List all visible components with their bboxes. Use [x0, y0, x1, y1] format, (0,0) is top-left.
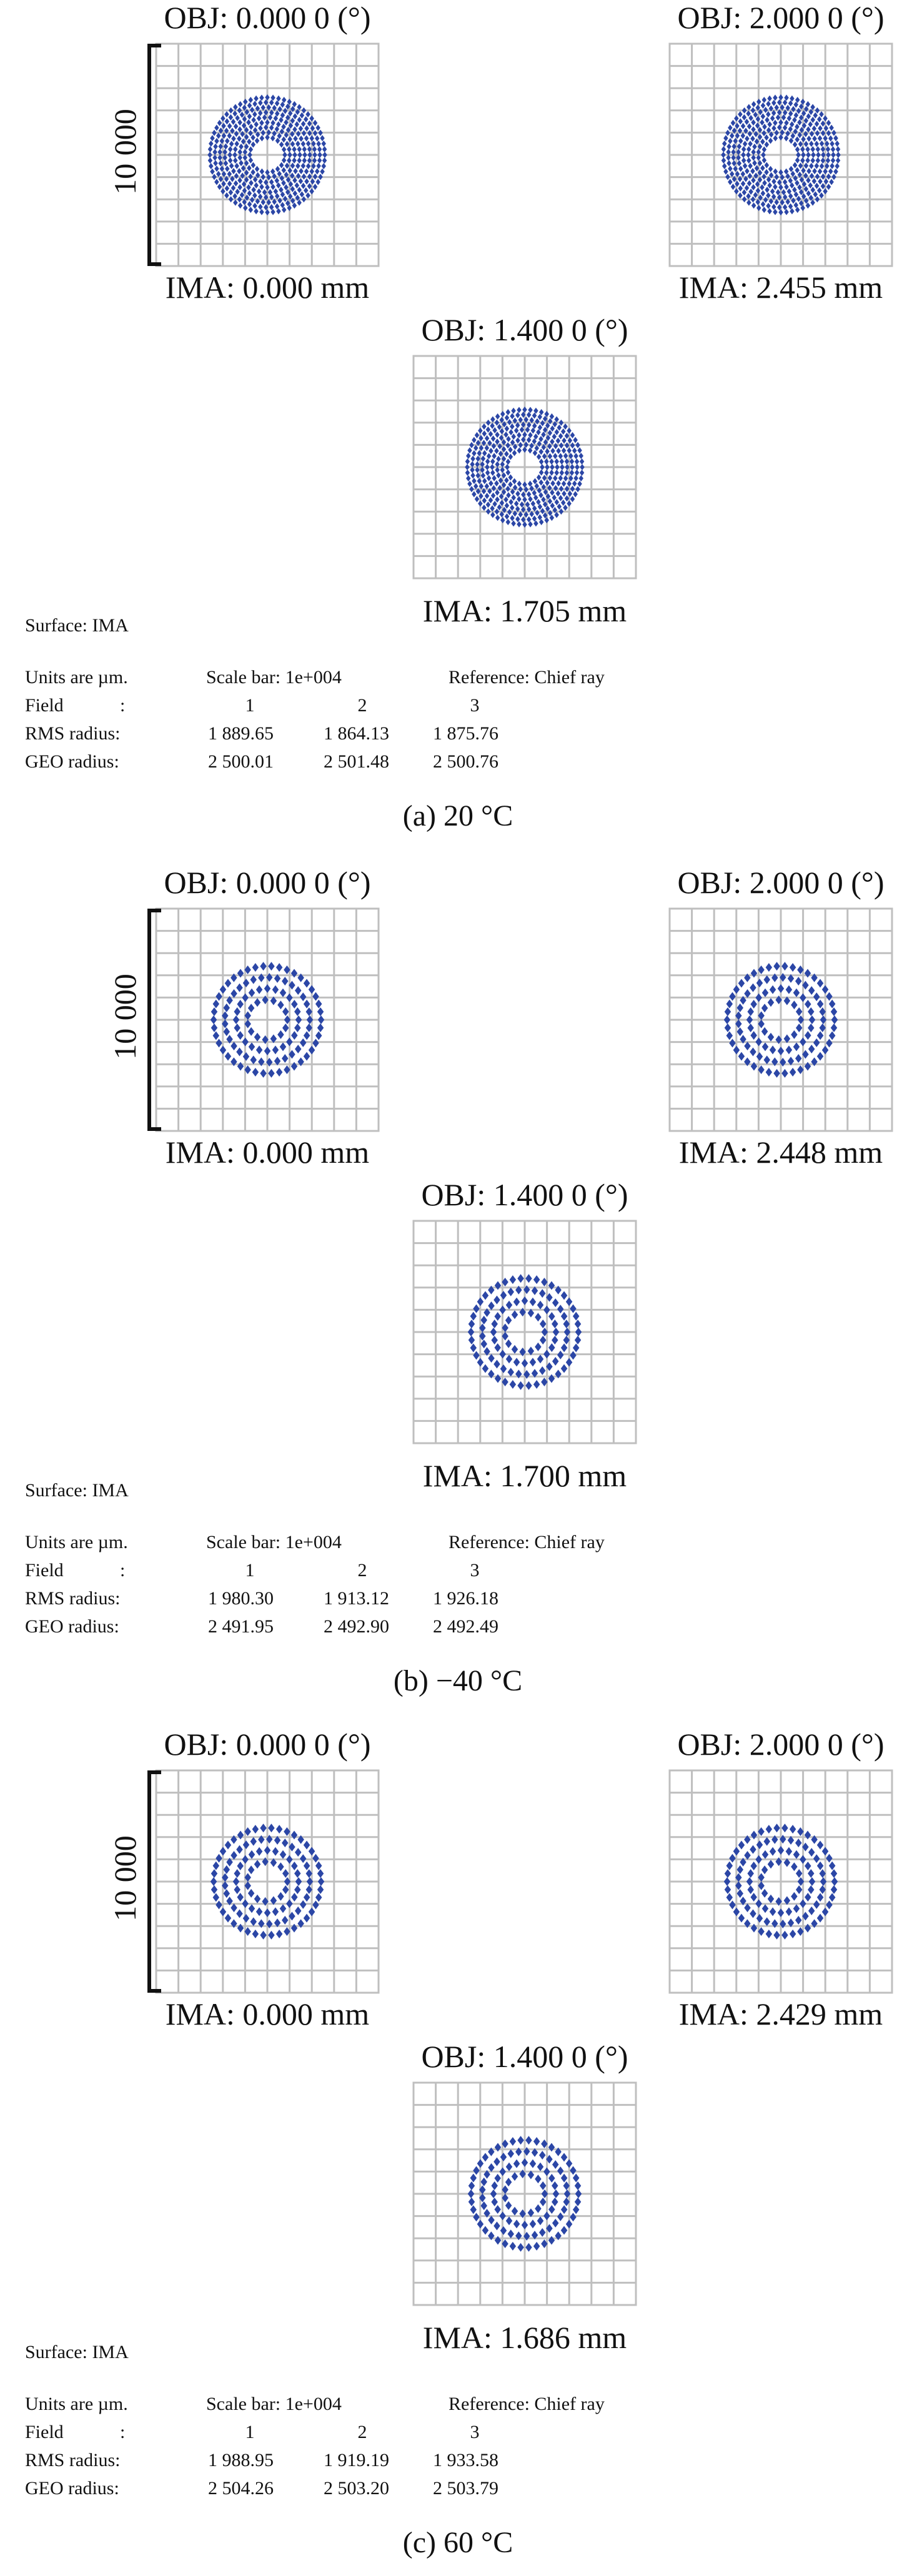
field-row-label: Field [25, 695, 64, 716]
geo-value-1: 2 500.01 [208, 751, 274, 772]
geo-value-3: 2 503.79 [433, 2478, 498, 2499]
field-number-3: 3 [470, 695, 480, 716]
scale-bar [147, 1770, 161, 1993]
panel-caption: (a) 20 °C [402, 799, 513, 832]
rms-value-2: 1 864.13 [324, 723, 389, 744]
geo-row-label: GEO radius: [25, 1616, 119, 1637]
scale-bar-text: Scale bar: 1e+004 [206, 667, 342, 688]
units-text: Units are µm. [25, 1532, 128, 1552]
obj-label-field-3: OBJ: 1.400 0 (°) [421, 312, 628, 347]
spot-grid-field-1 [156, 909, 379, 1131]
units-text: Units are µm. [25, 2394, 128, 2414]
spot-grid-field-2 [670, 44, 892, 266]
obj-label-field-1: OBJ: 0.000 0 (°) [164, 0, 371, 35]
field-number-2: 2 [357, 2422, 367, 2442]
ima-label-field-3: IMA: 1.686 mm [422, 2320, 627, 2355]
obj-label-field-2: OBJ: 2.000 0 (°) [677, 0, 885, 35]
field-row-label: Field [25, 1560, 64, 1581]
reference-text: Reference: Chief ray [449, 1532, 605, 1552]
ima-label-field-3: IMA: 1.700 mm [422, 1458, 627, 1493]
spot-diagram-panel-2 [0, 865, 922, 1714]
geo-row-label: GEO radius: [25, 2478, 119, 2499]
scale-bar-tick-bottom [147, 1127, 161, 1131]
obj-label-field-1: OBJ: 0.000 0 (°) [164, 1727, 371, 1762]
ima-label-field-2: IMA: 2.448 mm [678, 1135, 883, 1170]
scale-bar-text: Scale bar: 1e+004 [206, 2394, 342, 2414]
obj-label-field-3: OBJ: 1.400 0 (°) [421, 2039, 628, 2074]
scale-bar-tick-bottom [147, 1989, 161, 1993]
spot-grid-field-1 [156, 1770, 379, 1993]
spot-grid-field-3 [414, 356, 636, 578]
rms-value-2: 1 919.19 [324, 2450, 389, 2470]
panel-caption: (c) 60 °C [402, 2526, 513, 2559]
ima-label-field-2: IMA: 2.429 mm [678, 1996, 883, 2031]
scale-bar-tick-top [147, 909, 161, 912]
geo-value-1: 2 491.95 [208, 1616, 274, 1637]
scale-bar-tick-bottom [147, 262, 161, 266]
ima-label-field-3: IMA: 1.705 mm [422, 593, 627, 628]
rms-row-label: RMS radius: [25, 723, 121, 744]
geo-value-2: 2 492.90 [324, 1616, 389, 1637]
scale-bar-tick-top [147, 44, 161, 47]
scale-bar-text: Scale bar: 1e+004 [206, 1532, 342, 1552]
rms-value-3: 1 933.58 [433, 2450, 498, 2470]
field-number-2: 2 [357, 695, 367, 716]
obj-label-field-2: OBJ: 2.000 0 (°) [677, 1727, 885, 1762]
units-text: Units are µm. [25, 667, 128, 688]
spot-diagram-panel-3 [0, 1727, 922, 2576]
reference-text: Reference: Chief ray [449, 667, 605, 688]
spot-diagram-panel-1 [0, 0, 922, 849]
obj-label-field-3: OBJ: 1.400 0 (°) [421, 1177, 628, 1212]
scale-bar-line [147, 44, 151, 266]
field-number-1: 1 [245, 695, 255, 716]
field-row-label: Field [25, 2422, 64, 2442]
field-row-colon: : [120, 2422, 126, 2442]
obj-label-field-2: OBJ: 2.000 0 (°) [677, 865, 885, 900]
rms-value-1: 1 988.95 [208, 2450, 274, 2470]
field-number-3: 3 [470, 2422, 480, 2442]
spot-grid-field-3 [414, 1221, 636, 1443]
spot-grid-field-3 [414, 2083, 636, 2305]
rms-value-1: 1 889.65 [208, 723, 274, 744]
scale-bar-line [147, 1770, 151, 1993]
rms-row-label: RMS radius: [25, 1588, 121, 1609]
rms-value-3: 1 875.76 [433, 723, 498, 744]
scale-bar [147, 909, 161, 1131]
reference-text: Reference: Chief ray [449, 2394, 605, 2414]
scale-bar-tick-top [147, 1770, 161, 1774]
obj-label-field-1: OBJ: 0.000 0 (°) [164, 865, 371, 900]
field-number-2: 2 [357, 1560, 367, 1581]
surface-text: Surface: IMA [25, 2342, 129, 2362]
rms-row-label: RMS radius: [25, 2450, 121, 2470]
rms-value-1: 1 980.30 [208, 1588, 274, 1609]
surface-text: Surface: IMA [25, 1480, 129, 1501]
field-row-colon: : [120, 1560, 126, 1581]
scale-bar-label: 10 000 [107, 974, 142, 1060]
field-number-1: 1 [245, 1560, 255, 1581]
scale-bar-label: 10 000 [107, 109, 142, 195]
rms-value-3: 1 926.18 [433, 1588, 498, 1609]
geo-value-3: 2 500.76 [433, 751, 498, 772]
rms-value-2: 1 913.12 [324, 1588, 389, 1609]
scale-bar [147, 44, 161, 266]
scale-bar-line [147, 909, 151, 1131]
geo-value-2: 2 503.20 [324, 2478, 389, 2499]
field-number-3: 3 [470, 1560, 480, 1581]
geo-row-label: GEO radius: [25, 751, 119, 772]
panel-caption: (b) −40 °C [393, 1664, 523, 1697]
ima-label-field-2: IMA: 2.455 mm [678, 270, 883, 305]
ima-label-field-1: IMA: 0.000 mm [165, 270, 370, 305]
field-row-colon: : [120, 695, 126, 716]
field-number-1: 1 [245, 2422, 255, 2442]
surface-text: Surface: IMA [25, 615, 129, 636]
ima-label-field-1: IMA: 0.000 mm [165, 1135, 370, 1170]
geo-value-3: 2 492.49 [433, 1616, 498, 1637]
spot-grid-field-2 [670, 1770, 892, 1993]
geo-value-2: 2 501.48 [324, 751, 389, 772]
spot-grid-field-2 [670, 909, 892, 1131]
spot-grid-field-1 [156, 44, 379, 266]
ima-label-field-1: IMA: 0.000 mm [165, 1996, 370, 2031]
scale-bar-label: 10 000 [107, 1835, 142, 1922]
geo-value-1: 2 504.26 [208, 2478, 274, 2499]
